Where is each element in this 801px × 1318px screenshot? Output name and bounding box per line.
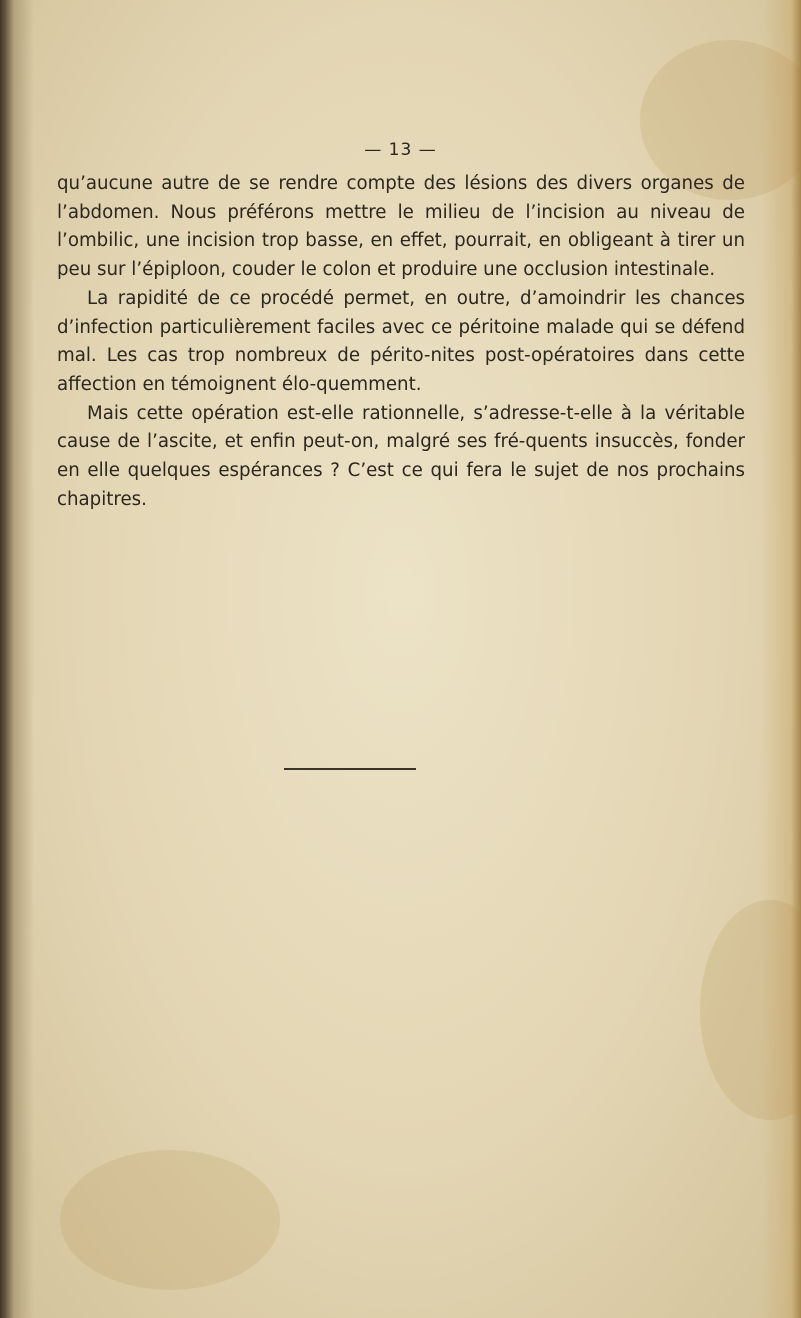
paragraph-3: Mais cette opération est-elle rationnelle, s’adresse-t-elle à la véritable cause de l’ascite, et enfin peut-on, malgré ses fré-quents insuccès, fonder en elle quelques espérances ? C’est ce qui fera le sujet de nos prochains chapitres. [57,402,745,510]
section-divider-rule [284,768,416,770]
body-text [57,170,745,514]
paper-stain [60,1150,280,1290]
paragraph-2: La rapidité de ce procédé permet, en outre, d’amoindrir les chances d’infection particulièrement faciles avec ce péritoine malade qui se défend mal. Les cas trop nombreux de périto-nites post-opératoires dans cette affection en témoignent élo-quemment. [57,287,745,395]
paper-stain [700,900,801,1120]
paragraph-1: qu’aucune autre de se rendre compte des lésions des divers organes de l’abdomen. Nous préférons mettre le milieu de l’incision au niveau de l’ombilic, une incision trop basse, en effet, pourrait, en obligeant à tirer un peu sur l’épiploon, couder le colon et produire une occlusion intestinale. [57,173,745,281]
page-number: — 13 — [364,140,437,160]
